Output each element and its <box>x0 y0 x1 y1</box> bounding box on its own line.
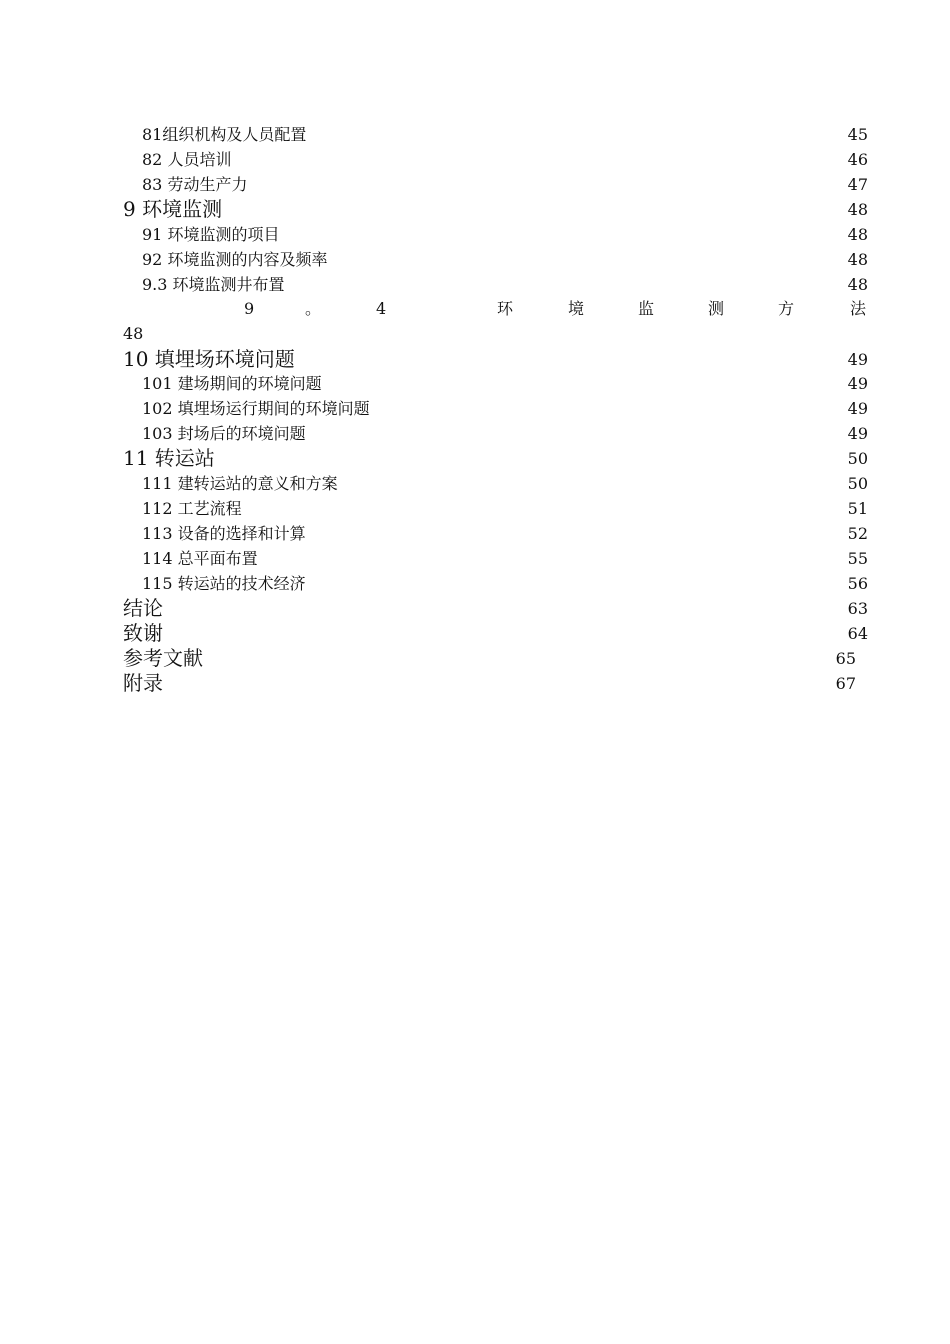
toc-entry-label: 103 封场后的环境问题 <box>142 424 306 443</box>
toc-entry-11-4 <box>0 546 950 571</box>
toc-entry-label: 9.3 环境监测井布置 <box>142 275 285 294</box>
toc-entry-page: 56 <box>847 574 868 593</box>
toc-entry-10-2 <box>0 396 950 421</box>
toc-references <box>0 646 950 671</box>
spread-char: 4 <box>376 299 387 318</box>
toc-entry-9-1 <box>0 222 950 247</box>
spread-char: 监 <box>638 299 655 318</box>
toc-entry-11-3 <box>0 521 950 546</box>
spread-char: 环 <box>497 299 514 318</box>
toc-entry-page: 64 <box>847 624 868 643</box>
toc-entry-11-1 <box>0 471 950 496</box>
toc-chapter-9 <box>0 197 950 222</box>
toc-entry-page: 48 <box>847 225 868 244</box>
toc-chapter-label: 10 填埋场环境问题 <box>123 347 295 371</box>
toc-entry-page: 49 <box>847 424 868 443</box>
toc-entry-label: 115 转运站的技术经济 <box>142 574 306 593</box>
toc-chapter-label: 结论 <box>123 596 163 620</box>
toc-entry-page: 52 <box>847 524 868 543</box>
spread-char: 测 <box>708 299 725 318</box>
toc-entry-page: 67 <box>835 674 856 693</box>
toc-entry-8-3 <box>0 172 950 197</box>
toc-entry-label: 92 环境监测的内容及频率 <box>142 250 328 269</box>
toc-chapter-label: 9 环境监测 <box>123 197 223 221</box>
toc-chapter-label: 致谢 <box>123 621 163 645</box>
toc-chapter-11 <box>0 446 950 471</box>
toc-entry-label: 82 人员培训 <box>142 150 232 169</box>
toc-entry-label: 111 建转运站的意义和方案 <box>142 474 338 493</box>
toc-entry-label: 114 总平面布置 <box>142 549 258 568</box>
toc-entry-10-3 <box>0 421 950 446</box>
toc-entry-page: 47 <box>847 175 868 194</box>
toc-entry-8-2 <box>0 147 950 172</box>
toc-entry-11-2 <box>0 496 950 521</box>
toc-entry-11-5 <box>0 571 950 596</box>
toc-entry-page: 63 <box>847 599 868 618</box>
toc-entry-label: 81组织机构及人员配置 <box>142 125 307 144</box>
toc-entry-page: 50 <box>847 474 868 493</box>
toc-chapter-10 <box>0 347 950 372</box>
spread-char: 9 <box>244 299 255 318</box>
spread-char: 法 <box>850 299 867 318</box>
toc-conclusion <box>0 596 950 621</box>
toc-entry-8-1 <box>0 122 950 147</box>
spread-char: 境 <box>568 299 585 318</box>
toc-entry-9-4-spread <box>123 296 868 321</box>
toc-entry-page: 48 <box>847 275 868 294</box>
toc-acknowledgements <box>0 621 950 646</box>
toc-entry-page: 48 <box>847 200 868 219</box>
toc-chapter-label: 11 转运站 <box>123 446 215 470</box>
toc-entry-page: 45 <box>847 125 868 144</box>
toc-entry-page: 50 <box>847 449 868 468</box>
toc-entry-page: 49 <box>847 399 868 418</box>
spread-char: 。 <box>305 299 322 318</box>
toc-entry-page: 48 <box>847 250 868 269</box>
toc-chapter-label: 附录 <box>123 671 163 695</box>
toc-entry-page: 65 <box>835 649 856 668</box>
toc-chapter-label: 参考文献 <box>123 646 203 670</box>
toc-entry-page: 49 <box>847 374 868 393</box>
toc-entry-page: 51 <box>847 499 868 518</box>
toc-entry-label: 113 设备的选择和计算 <box>142 524 306 543</box>
toc-entry-label: 91 环境监测的项目 <box>142 225 280 244</box>
toc-entry-label: 102 填埋场运行期间的环境问题 <box>142 399 370 418</box>
toc-entry-label: 101 建场期间的环境问题 <box>142 374 322 393</box>
toc-entry-label: 83 劳动生产力 <box>142 175 248 194</box>
toc-entry-page: 46 <box>847 150 868 169</box>
toc-entry-9-3 <box>0 272 950 297</box>
toc-entry-page: 55 <box>847 549 868 568</box>
toc-entry-page: 49 <box>847 350 868 369</box>
toc-appendix <box>0 671 950 696</box>
toc-entry-label: 112 工艺流程 <box>142 499 242 518</box>
toc-entry-10-1 <box>0 371 950 396</box>
toc-entry-9-2 <box>0 247 950 272</box>
spread-char: 方 <box>778 299 795 318</box>
toc-entry-9-4-page: 48 <box>123 324 144 343</box>
